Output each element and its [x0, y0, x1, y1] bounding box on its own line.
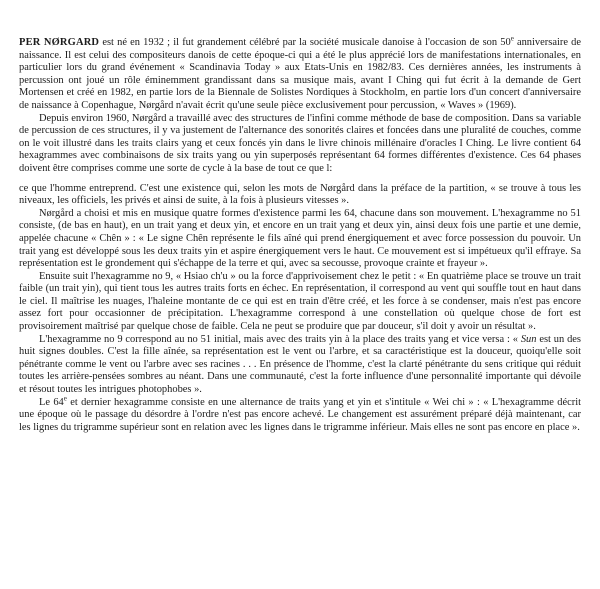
document-page	[19, 34, 581, 434]
paragraph-hexagram-51: Nørgård a choisi et mis en musique quatre formes d'existence parmi les 64, chacune dans son mouvement. L'hexagramme no 51 consiste, (de bas en haut), en un trait yang et deux yin, et encore en un trait yang et deux yin, ainsi deux fois une partie et une demie, appelée chacune « Chên » : « Le signe Chên représente le fils aîné qui prend énergiquement et avec force possession du pouvoir. Un trait yang est développé sous les deux traits yin et aspire énergiquement vers le haut. Ce mouvement est si impétueux qu'il effraye. Sa représentation est le grondement qui s'échappe de la terre et qui, avec sa secousse, provoque crainte et frayeur ».	[19, 207, 581, 270]
paragraph-infinity-structures: Depuis environ 1960, Nørgård a travaillé avec des structures de l'infini comme méthode de base de composition. Dans sa variable de percussion de ces structures, il y va justement de l'alternance des sonorités claires et foncées dans une pluralité de couches, comme on le voit illustré dans les traits clairs yang et ceux foncés yin dans le livre chinois millénaire d'oracles I Ching. Le livre contient 64 hexagrammes avec combinaisons de six traits yang ou yin superposés représentant 64 formes différentes d'existence. Ces 64 phases doivent être comprises comme une sorte de cycle à la base de tout ce que l:	[19, 112, 581, 174]
sun-text-end: est un des huit signes doubles. C'est la fille aînée, sa représentation est le vent ou l'arbre, et sa caractéristique est la douceur, quoiqu'elle soit pénétrante comme le vent ou l'arbre avec ses racines . . . En présence de l'homme, c'est la clarté pénétrante du sens critique qui réduit toutes les arrière-pensées sombres au néant. Dans une communauté, c'est la forte influence d'une personnalité importante qui dévoile et résout toutes les intrigues photophobes ».	[19, 333, 581, 396]
paragraph-biography	[19, 34, 581, 113]
hexagram-64-text-end: et dernier hexagramme consiste en une alternance de traits yang et yin et s'intitule « Wei chi » : « L'hexagramme décrit une époque où le passage du désordre à l'ordre n'est pas encore achevé. Le changement est assurément préparé déjà maintenant, car les lignes du trigramme supérieur sont en relation avec les lignes dans le trigramme inférieur. Mais elles ne sont pas encore en place ».	[19, 396, 581, 433]
sun-word: Sun	[520, 333, 537, 345]
paragraph-existence: ce que l'homme entreprend. C'est une existence qui, selon les mots de Nørgård dans la préface de la partition, « se trouve à tous les niveaux, les officiels, les privés et ainsi de suite, à la fois à plusieurs vitesses ».	[19, 182, 581, 207]
paragraph-hexagram-9: Ensuite suit l'hexagramme no 9, « Hsiao ch'u » ou la force d'apprivoisement chez le petit : « En quatrième place se trouve un trait faible (un trait yin), qui tient tous les autres traits forts en échec. En représentation, il correspond au vent qui souffle tout en haut dans le ciel. Il maîtrise les nuages, l'haleine montante de ce qui est en train d'être créé, et les force à se condenser, mais n'est pas encore assez fort pour occasionner de précipitation. L'hexagramme correspond à une constellation où quelque chose de fort est provisoirement maîtrisé par quelque chose de faible. Cela ne peut se produire que par douceur, s'il doit y avoir un résultat ».	[19, 270, 581, 333]
ordinal-superscript: e	[510, 34, 514, 43]
biography-text-start: est né en 1932 ; il fut grandement célébré par la société musicale danoise à l'occasion de son 50	[99, 37, 511, 48]
biography-text-end: anniversaire de naissance. Il est celui des compositeurs danois de cette époque-ci qui a été le plus apprécié lors de manifestations internationales, en particulier lors du grand événement « Scandinavia Today » aux Etats-Unis en 1982/83. Ces dernières années, les instruments à percussion ont joué un rôle éminemment grandissant dans sa musique mais, avant I Ching qui fut écrit à la demande de Gert Mortensen et créé en 1982, en partie lors de la Biennale de Solistes Nordiques à Stockholm, en partie lors d'un concert d'anniversaire de naissance à Copenhague, Nørgård n'avait écrit qu'une seule pièce exclusivement pour percussion, « Waves » (1969).	[19, 37, 581, 111]
ordinal-superscript: e	[63, 394, 67, 403]
paragraph-hexagram-64	[19, 394, 581, 435]
author-name: PER NØRGARD	[19, 37, 100, 48]
paragraph-hexagram-9-sun	[19, 334, 581, 397]
sun-text-start: L'hexagramme no 9 correspond au no 51 initial, mais avec des traits yin à la place des traits yang et vice versa : «	[39, 333, 521, 345]
hexagram-64-text-start: Le 64	[39, 396, 64, 408]
